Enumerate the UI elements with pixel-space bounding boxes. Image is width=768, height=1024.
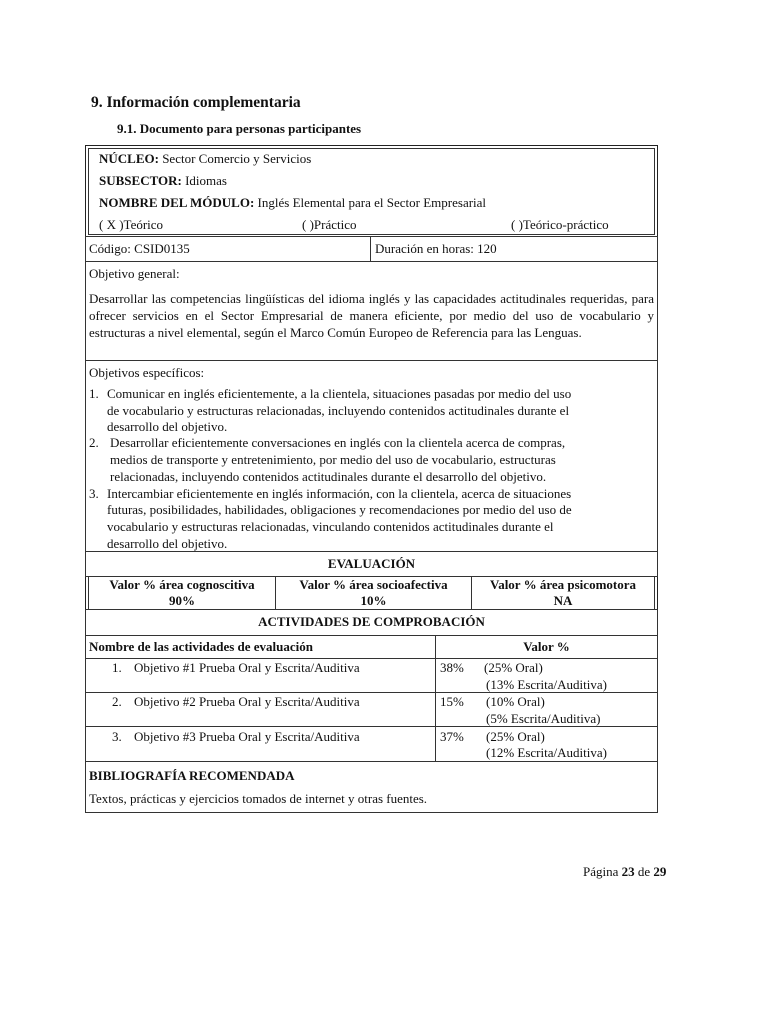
objetivo-general-text: Desarrollar las competencias lingüísticas del idioma inglés y las capacidades actitudinales requeridas, para ofrecer servicios en el Sector Empresarial de manera eficiente, por medio del uso de vocabulario y estructuras a nivel elemental, según el Marco Común Europeo de Referencia para las Lenguas. [89,291,654,340]
objetivo-1-line-1: Comunicar en inglés eficientemente, a la clientela, situaciones pasadas por medio del uso [107,386,572,401]
area-cognoscitiva-value: 90% [169,593,195,608]
objetivo-2-line-1: Desarrollar eficientemente conversaciones en inglés con la clientela acerca de compras, [110,435,566,450]
col-value-header: Valor % [523,639,570,654]
activity-1-detail-1: (25% Oral) [484,660,543,675]
nucleo-value: Sector Comercio y Servicios [162,151,312,166]
objetivo-general-label: Objetivo general: [89,266,180,281]
area-cognoscitiva-label: Valor % área cognoscitiva [109,577,255,592]
activity-2-number: 2. [112,694,122,709]
col-name-header: Nombre de las actividades de evaluación [89,639,314,654]
section-subtitle: 9.1. Documento para personas participantes [117,121,362,136]
nucleo-line [99,151,311,167]
type-option-teorico-practico: ( )Teórico-práctico [511,217,609,232]
section-title: 9. Información complementaria [91,94,301,111]
objetivo-1-line-2: de vocabulario y estructuras relacionadas, incluyendo contenidos actitudinales durante el [107,403,570,418]
codigo-text: Código: CSID0135 [89,241,190,256]
objetivo-2-line-2: medios de transporte y entretenimiento, por medio del uso de vocabulario, estructuras [110,452,556,467]
area-socioafectiva-label: Valor % área socioafectiva [299,577,448,592]
activity-3-detail-2: (12% Escrita/Auditiva) [486,745,607,760]
activity-1-number: 1. [112,660,122,675]
page-total: 29 [653,864,667,879]
modulo-value: Inglés Elemental para el Sector Empresarial [257,195,487,210]
area-psicomotora-value: NA [553,593,573,608]
subsector-line [99,173,227,189]
modulo-line [99,195,486,211]
objetivo-3-line-1: Intercambiar eficientemente en inglés información, con la clientela, acerca de situaciones [107,486,572,501]
activity-2-detail-2: (5% Escrita/Auditiva) [486,711,601,726]
bibliografia-title: BIBLIOGRAFÍA RECOMENDADA [89,768,295,783]
objetivo-3-line-4: desarrollo del objetivo. [107,536,228,551]
objetivo-1-line-3: desarrollo del objetivo. [107,419,228,434]
activity-3-detail-1: (25% Oral) [486,729,545,744]
evaluacion-title: EVALUACIÓN [327,556,416,571]
subsector-label: SUBSECTOR: [99,173,182,188]
objetivo-2-line-3: relacionadas, incluyendo contenidos actitudinales durante el desarrollo del objetivo. [110,469,547,484]
subsector-value: Idiomas [185,173,227,188]
activity-3-number: 3. [112,729,122,744]
modulo-label: NOMBRE DEL MÓDULO: [99,195,255,210]
objetivo-3-line-2: futuras, posibilidades, habilidades, obligaciones y recomendaciones por medio del uso de [107,502,572,517]
type-option-teorico: ( X )Teórico [99,217,164,232]
of-word: de [637,864,651,879]
objetivo-2-number: 2. [89,435,99,450]
activity-3-total: 37% [440,729,464,744]
nucleo-label: NÚCLEO: [99,151,159,166]
actividades-title: ACTIVIDADES DE COMPROBACIÓN [258,614,485,629]
page-word: Página [583,864,619,879]
activity-3-name: Objetivo #3 Prueba Oral y Escrita/Auditiva [134,729,360,744]
objetivo-3-line-3: vocabulario y estructuras relacionadas, vinculando contenidos actitudinales durante el [107,519,554,534]
objetivo-3-number: 3. [89,486,99,501]
objetivos-especificos-label: Objetivos específicos: [89,365,205,380]
activity-2-name: Objetivo #2 Prueba Oral y Escrita/Auditiva [134,694,360,709]
page-current: 23 [621,864,635,879]
bibliografia-text: Textos, prácticas y ejercicios tomados de internet y otras fuentes. [89,791,428,806]
area-socioafectiva-value: 10% [360,593,387,608]
activity-1-total: 38% [440,660,464,675]
page-number [583,864,666,880]
activity-1-name: Objetivo #1 Prueba Oral y Escrita/Auditiva [134,660,360,675]
activity-2-detail-1: (10% Oral) [486,694,545,709]
area-psicomotora-label: Valor % área psicomotora [490,577,636,592]
activity-2-total: 15% [440,694,464,709]
duracion-text: Duración en horas: 120 [375,241,497,256]
activity-1-detail-2: (13% Escrita/Auditiva) [486,677,607,692]
type-option-practico: ( )Práctico [302,217,357,232]
objetivo-1-number: 1. [89,386,99,401]
